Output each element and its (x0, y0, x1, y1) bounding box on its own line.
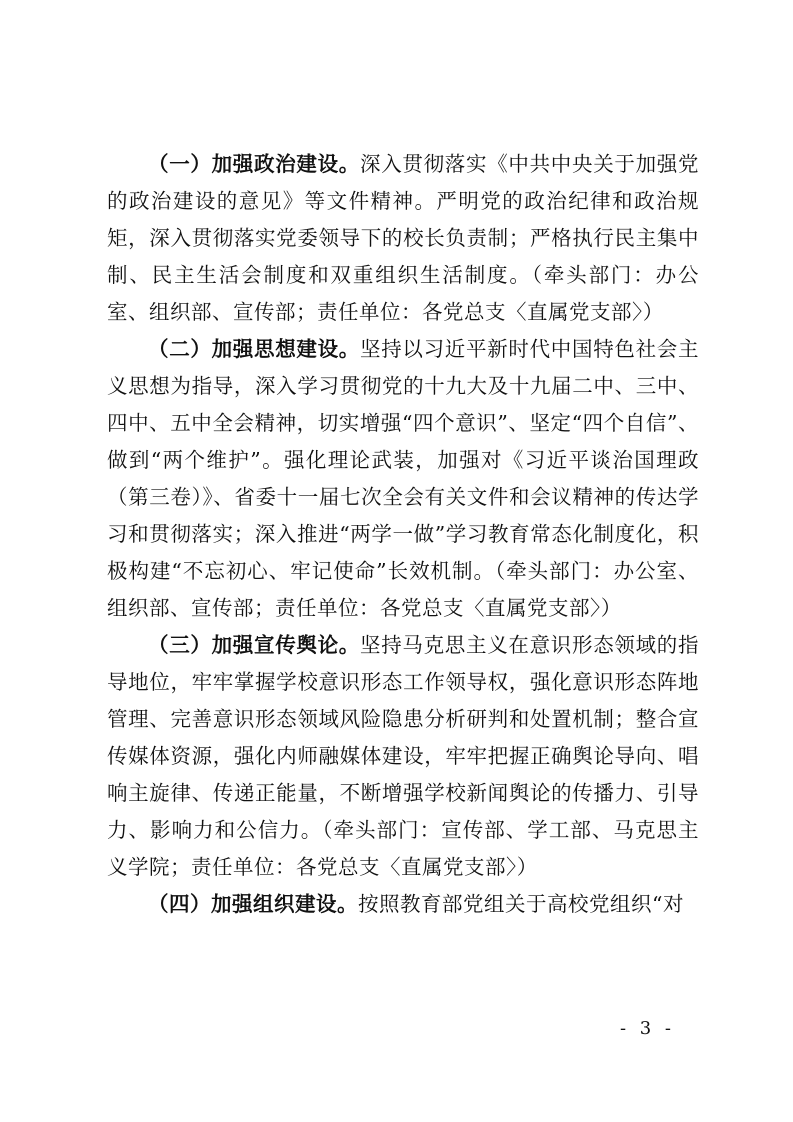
document-body (107, 146, 699, 923)
paragraph-publicity-opinion (107, 627, 699, 886)
section-heading: （四）加强组织建设。 (148, 892, 358, 916)
section-body: 深入贯彻落实《中共中央关于加强党的政治建设的意见》等文件精神。严明党的政治纪律和政治规矩，深入贯彻落实党委领导下的校长负责制；严格执行民主集中制、民主生活会制度和双重组织生活制度。（牵头部门：办公室、组织部、宣传部；责任单位：各党总支〈直属党支部〉） (107, 152, 699, 324)
section-heading: （二）加强思想建设。 (148, 337, 360, 361)
paragraph-political-construction (107, 146, 699, 331)
page-number: - 3 - (619, 1018, 675, 1039)
section-body: 按照教育部党组关于高校党组织“对 (358, 892, 684, 916)
paragraph-ideological-construction (107, 331, 699, 627)
section-body: 坚持马克思主义在意识形态领域的指导地位，牢牢掌握学校意识形态工作领导权，强化意识形态阵地管理、完善意识形态领域风险隐患分析研判和处置机制；整合宣传媒体资源，强化内师融媒体建设，牢牢把握正确舆论导向、唱响主旋律、传递正能量，不断增强学校新闻舆论的传播力、引导力、影响力和公信力。（牵头部门：宣传部、学工部、马克思主义学院；责任单位：各党总支〈直属党支部〉） (107, 633, 699, 879)
section-body: 坚持以习近平新时代中国特色社会主义思想为指导，深入学习贯彻党的十九大及十九届二中、三中、四中、五中全会精神，切实增强“四个意识”、坚定“四个自信”、做到“两个维护”。强化理论武装，加强对《习近平谈治国理政（第三卷）》、省委十一届七次全会有关文件和会议精神的传达学习和贯彻落实；深入推进“两学一做”学习教育常态化制度化，积极构建“不忘初心、牢记使命”长效机制。（牵头部门：办公室、组织部、宣传部；责任单位：各党总支〈直属党支部〉） (107, 337, 699, 620)
paragraph-organizational-construction (107, 886, 699, 923)
section-heading: （一）加强政治建设。 (148, 152, 360, 176)
section-heading: （三）加强宣传舆论。 (148, 633, 360, 657)
